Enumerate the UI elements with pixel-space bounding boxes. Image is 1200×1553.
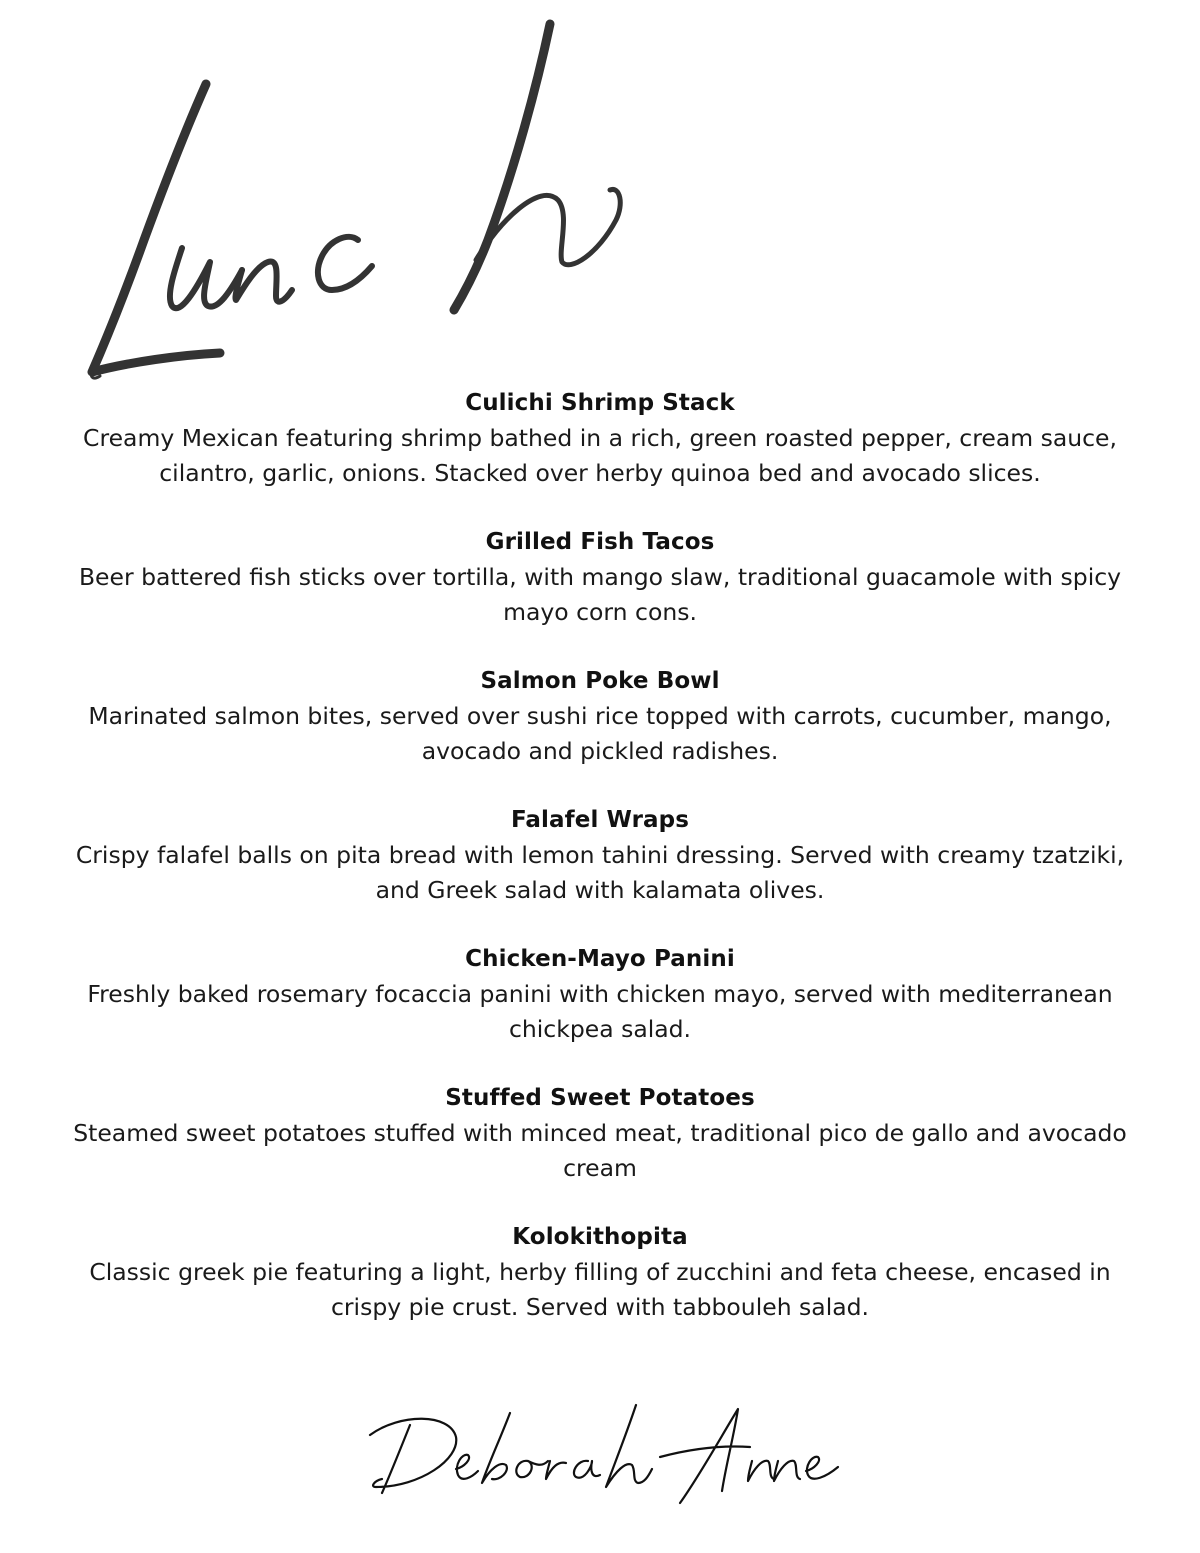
menu-item-name: Culichi Shrimp Stack	[465, 390, 735, 416]
menu-item	[60, 385, 1140, 491]
menu-item	[60, 1219, 1140, 1325]
menu-item	[60, 802, 1140, 908]
title-letter-l	[92, 84, 220, 372]
menu-item-description: Freshly baked rosemary focaccia panini with chicken mayo, served with mediterranean chickpea salad.	[87, 980, 1113, 1043]
signature-letter-e	[456, 1455, 478, 1479]
menu-item-description: Classic greek pie featuring a light, herby filling of zucchini and feta cheese, encased in crispy pie crust. Served with tabbouleh salad.	[89, 1258, 1111, 1321]
menu-item	[60, 1080, 1140, 1186]
menu-item-description: Creamy Mexican featuring shrimp bathed in a rich, green roasted pepper, cream sauce, cilantro, garlic, onions. Stacked over herby quinoa bed and avocado slices.	[83, 424, 1117, 487]
menu-item-description: Crispy falafel balls on pita bread with lemon tahini dressing. Served with creamy tzatziki, and Greek salad with kalamata olives.	[75, 841, 1125, 904]
signature-letter-o	[516, 1461, 548, 1477]
title-letter-h-stem	[454, 24, 550, 310]
title-letter-c	[318, 237, 372, 290]
signature-letter-a	[574, 1461, 600, 1478]
signature-letter-e-final	[806, 1457, 838, 1479]
signature-letter-h	[606, 1405, 652, 1487]
title-letter-u	[170, 248, 242, 308]
menu-item-description: Beer battered fish sticks over tortilla, with mango slaw, traditional guacamole with spicy mayo corn cons.	[78, 563, 1122, 626]
menu-item-name: Salmon Poke Bowl	[480, 668, 720, 694]
lunch-script-title	[70, 10, 650, 390]
menu-item	[60, 524, 1140, 630]
menu-list	[60, 385, 1140, 1358]
title-letter-n	[235, 262, 292, 302]
deborah-anne-signature	[360, 1395, 860, 1515]
menu-item-name: Falafel Wraps	[510, 807, 690, 833]
menu-item-description: Steamed sweet potatoes stuffed with minced meat, traditional pico de gallo and avocado cream	[73, 1119, 1127, 1182]
signature-letter-d	[370, 1419, 456, 1493]
signature-letter-n-2	[774, 1461, 800, 1481]
signature-letter-b	[482, 1413, 510, 1483]
signature-letter-r	[546, 1461, 566, 1479]
signature	[360, 1395, 860, 1515]
menu-item-name: Grilled Fish Tacos	[485, 529, 715, 555]
signature-letter-a-cap	[660, 1409, 750, 1503]
menu-item-name: Kolokithopita	[512, 1224, 688, 1250]
menu-item-name: Stuffed Sweet Potatoes	[445, 1085, 755, 1111]
menu-item-name: Chicken-Mayo Panini	[465, 946, 735, 972]
signature-letter-n-1	[748, 1461, 774, 1481]
menu-item-description: Marinated salmon bites, served over sushi rice topped with carrots, cucumber, mango, avocado and pickled radishes.	[88, 702, 1112, 765]
menu-item	[60, 941, 1140, 1047]
menu-item	[60, 663, 1140, 769]
page-title	[70, 10, 650, 390]
